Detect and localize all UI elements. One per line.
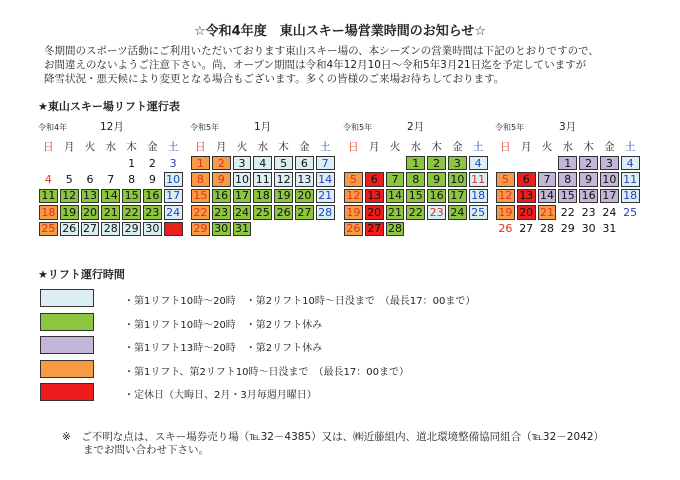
day-cell: 26 xyxy=(274,205,293,219)
day-cell: 8 xyxy=(406,172,425,186)
day-cell: 17 xyxy=(448,189,467,203)
weekday-label: 金 xyxy=(147,140,158,153)
day-cell: 28 xyxy=(539,222,554,236)
month-header xyxy=(38,119,184,137)
day-cell: 28 xyxy=(386,222,405,236)
weekday-label: 火 xyxy=(84,140,96,153)
legend-heading: ★リフト運行時間 xyxy=(38,268,125,281)
empty-cell xyxy=(100,155,121,171)
day-cell: 14 xyxy=(386,189,405,203)
page-title: ☆令和4年度 東山スキー場営業時間のお知らせ☆ xyxy=(194,24,486,39)
day-cell: 13 xyxy=(295,172,314,186)
weekday-label: 水 xyxy=(105,140,117,153)
empty-cell xyxy=(38,155,59,171)
day-cell: 22 xyxy=(191,205,210,219)
weekday-label: 土 xyxy=(167,140,179,153)
weekday-label: 日 xyxy=(195,140,206,153)
weekday-label: 水 xyxy=(410,140,422,153)
weekday-label: 金 xyxy=(299,140,310,153)
day-cell: 26 xyxy=(60,222,79,236)
day-cell: 27 xyxy=(519,222,534,236)
day-cell: 3 xyxy=(169,156,177,170)
day-cell: 25 xyxy=(253,205,272,219)
empty-cell xyxy=(343,155,364,171)
day-cell: 10 xyxy=(600,172,619,186)
day-cell: 20 xyxy=(365,205,384,219)
day-cell: 19 xyxy=(60,205,79,219)
weekday-row xyxy=(343,137,489,155)
weekday-label: 金 xyxy=(452,140,463,153)
day-cell: 20 xyxy=(295,189,314,203)
note-line: ※ ご不明な点は、スキー場券売り場（℡32－4385）又は、㈱近藤組内、道北環境整備協同組合（℡32－2042） xyxy=(62,431,605,443)
day-cell: 24 xyxy=(448,205,467,219)
intro-text xyxy=(44,44,656,86)
weekday-label: 土 xyxy=(319,140,331,153)
day-cell: 17 xyxy=(233,189,252,203)
day-cell: 9 xyxy=(212,172,231,186)
intro-line: お間違えのないようご注意下さい。尚、オープン期間は令和4年12月10日～令和5年3月21日迄を予定していますが xyxy=(44,59,587,71)
day-grid xyxy=(38,155,184,237)
day-cell: 18 xyxy=(253,189,272,203)
day-cell: 6 xyxy=(365,172,384,186)
era-label: 令和5年 xyxy=(495,123,525,132)
day-cell: 22 xyxy=(560,205,575,219)
day-cell: 5 xyxy=(274,156,293,170)
empty-cell xyxy=(59,155,80,171)
day-cell: 9 xyxy=(427,172,446,186)
weekday-row xyxy=(495,137,641,155)
day-cell: 2 xyxy=(212,156,231,170)
month-name: 1月 xyxy=(254,121,272,133)
day-cell: 1 xyxy=(558,156,577,170)
day-cell: 28 xyxy=(316,205,335,219)
day-cell: 21 xyxy=(101,205,120,219)
day-cell: 3 xyxy=(448,156,467,170)
day-cell: 24 xyxy=(233,205,252,219)
legend-item xyxy=(40,336,520,356)
day-cell: 29 xyxy=(191,222,210,236)
intro-line: 冬期間のスポーツ活動にご利用いただいております東山スキー場の、本シーズンの営業時間は下記のとおりですので、 xyxy=(44,45,599,57)
legend-swatch xyxy=(40,313,94,331)
day-cell: 26 xyxy=(498,222,513,236)
weekday-label: 月 xyxy=(215,140,227,153)
day-cell: 18 xyxy=(469,189,488,203)
day-cell: 21 xyxy=(386,205,405,219)
day-cell: 15 xyxy=(191,189,210,203)
day-cell: 4 xyxy=(44,173,52,187)
day-cell: 1 xyxy=(406,156,425,170)
legend-item xyxy=(40,383,520,403)
empty-cell xyxy=(537,155,558,171)
day-cell: 1 xyxy=(191,156,210,170)
day-cell: 25 xyxy=(469,205,488,219)
era-label: 令和4年 xyxy=(38,123,68,132)
legend-text: ・第1リフト13時～20時 ・第2リフト休み xyxy=(124,343,323,354)
weekday-label: 土 xyxy=(472,140,484,153)
day-cell: 7 xyxy=(316,156,335,170)
day-cell: 12 xyxy=(60,189,79,203)
day-cell: 13 xyxy=(365,189,384,203)
day-cell: 5 xyxy=(344,172,363,186)
day-cell: 14 xyxy=(101,189,120,203)
weekday-label: 日 xyxy=(348,140,359,153)
legend-swatch xyxy=(40,336,94,354)
day-cell: 7 xyxy=(107,173,115,187)
month-name: 3月 xyxy=(559,121,577,133)
day-cell: 6 xyxy=(295,156,314,170)
day-grid xyxy=(343,155,489,237)
weekday-row xyxy=(38,137,184,155)
weekday-label: 月 xyxy=(63,140,75,153)
day-grid xyxy=(495,155,641,237)
weekday-label: 日 xyxy=(43,140,54,153)
day-cell: 7 xyxy=(386,172,405,186)
day-cell: 11 xyxy=(621,172,640,186)
note-line: までお問い合わせ下さい。 xyxy=(62,444,209,456)
day-cell: 30 xyxy=(212,222,231,236)
day-cell: 19 xyxy=(496,205,515,219)
day-cell: 23 xyxy=(212,205,231,219)
month-calendar xyxy=(495,119,641,237)
day-cell: 12 xyxy=(496,189,515,203)
weekday-label: 木 xyxy=(583,140,594,153)
day-cell: 17 xyxy=(600,189,619,203)
schedule-heading: ★東山スキー場リフト運行表 xyxy=(38,100,180,113)
legend-item xyxy=(40,360,520,380)
month-calendar xyxy=(190,119,336,237)
day-cell: 8 xyxy=(558,172,577,186)
day-cell: 9 xyxy=(148,173,156,187)
weekday-label: 金 xyxy=(604,140,615,153)
day-cell: 18 xyxy=(39,205,58,219)
weekday-label: 火 xyxy=(541,140,553,153)
day-cell: 14 xyxy=(538,189,557,203)
day-cell: 21 xyxy=(538,205,557,219)
weekday-label: 木 xyxy=(431,140,442,153)
day-cell: 27 xyxy=(365,222,384,236)
day-cell: 26 xyxy=(344,222,363,236)
empty-cell xyxy=(385,155,406,171)
day-cell: 1 xyxy=(128,156,136,170)
day-cell: 22 xyxy=(406,205,425,219)
day-cell: 3 xyxy=(233,156,252,170)
weekday-row xyxy=(190,137,336,155)
weekday-label: 月 xyxy=(520,140,532,153)
day-cell: 10 xyxy=(448,172,467,186)
day-cell: 9 xyxy=(579,172,598,186)
day-cell: 16 xyxy=(427,189,446,203)
day-cell: 11 xyxy=(253,172,272,186)
empty-cell xyxy=(495,155,516,171)
era-label: 令和5年 xyxy=(343,123,373,132)
day-cell: 12 xyxy=(274,172,293,186)
intro-line: 降雪状況・悪天候により変更となる場合もございます。多くの皆様のご来場お待ちしております。 xyxy=(44,73,505,85)
day-cell: 10 xyxy=(233,172,252,186)
day-cell: 14 xyxy=(316,172,335,186)
day-cell: 4 xyxy=(469,156,488,170)
legend-swatch xyxy=(40,289,94,307)
day-cell: 31 xyxy=(233,222,252,236)
day-cell: 16 xyxy=(212,189,231,203)
day-cell: 19 xyxy=(344,205,363,219)
empty-cell xyxy=(516,155,537,171)
day-cell: 8 xyxy=(128,173,136,187)
legend-swatch xyxy=(40,383,94,401)
weekday-label: 水 xyxy=(257,140,269,153)
month-header xyxy=(343,119,489,137)
month-header xyxy=(495,119,641,137)
day-cell: 18 xyxy=(621,189,640,203)
empty-cell xyxy=(80,155,101,171)
day-cell: 6 xyxy=(86,173,94,187)
day-cell: 12 xyxy=(344,189,363,203)
day-cell: 5 xyxy=(496,172,515,186)
day-cell: 2 xyxy=(579,156,598,170)
day-cell: 17 xyxy=(164,189,183,203)
day-cell: 27 xyxy=(81,222,100,236)
day-cell: 23 xyxy=(427,205,446,219)
month-name: 2月 xyxy=(407,121,425,133)
weekday-label: 火 xyxy=(236,140,248,153)
month-calendar xyxy=(38,119,184,237)
day-cell: 20 xyxy=(517,205,536,219)
day-cell: 24 xyxy=(602,205,617,219)
day-cell: 10 xyxy=(164,172,183,186)
day-cell: 16 xyxy=(143,189,162,203)
day-cell: 13 xyxy=(517,189,536,203)
day-cell: 31 xyxy=(602,222,617,236)
legend-swatch xyxy=(40,360,94,378)
weekday-label: 土 xyxy=(624,140,636,153)
empty-cell xyxy=(364,155,385,171)
day-cell: 22 xyxy=(122,205,141,219)
day-cell: 2 xyxy=(427,156,446,170)
era-label: 令和5年 xyxy=(190,123,220,132)
day-cell: 2 xyxy=(148,156,156,170)
day-cell: 15 xyxy=(122,189,141,203)
day-cell: 15 xyxy=(558,189,577,203)
contact-note xyxy=(62,431,604,457)
legend-text: ・定休日（大晦日、2月・3月毎週月曜日） xyxy=(124,390,317,401)
day-cell: 13 xyxy=(81,189,100,203)
day-cell: 8 xyxy=(191,172,210,186)
day-cell: 19 xyxy=(274,189,293,203)
day-cell: 31 xyxy=(164,222,183,236)
day-cell: 11 xyxy=(469,172,488,186)
legend-text: ・第1リフト10時～20時 ・第2リフト休み xyxy=(124,319,323,331)
day-cell: 25 xyxy=(623,205,638,219)
legend-text: ・第1リフト10時～20時 ・第2リフト10時～日没まで （最長17：00まで） xyxy=(124,296,476,307)
day-cell: 30 xyxy=(581,222,596,236)
day-cell: 29 xyxy=(560,222,575,236)
day-cell: 24 xyxy=(164,205,183,219)
legend-text: ・第1リフト、第2リフト10時～日没まで （最長17：00まで） xyxy=(124,366,409,378)
day-grid xyxy=(190,155,336,237)
day-cell: 21 xyxy=(316,189,335,203)
weekday-label: 日 xyxy=(500,140,511,153)
day-cell: 29 xyxy=(122,222,141,236)
day-cell: 20 xyxy=(81,205,100,219)
day-cell: 27 xyxy=(295,205,314,219)
weekday-label: 木 xyxy=(126,140,137,153)
month-calendar xyxy=(343,119,489,237)
legend-item xyxy=(40,313,520,333)
month-name: 12月 xyxy=(100,121,124,133)
day-cell: 25 xyxy=(39,222,58,236)
day-cell: 5 xyxy=(65,173,73,187)
day-cell: 4 xyxy=(253,156,272,170)
day-cell: 23 xyxy=(581,205,596,219)
day-cell: 23 xyxy=(143,205,162,219)
day-cell: 6 xyxy=(517,172,536,186)
day-cell: 30 xyxy=(143,222,162,236)
day-cell: 4 xyxy=(621,156,640,170)
month-header xyxy=(190,119,336,137)
weekday-label: 木 xyxy=(278,140,289,153)
day-cell: 16 xyxy=(579,189,598,203)
day-cell: 28 xyxy=(101,222,120,236)
weekday-label: 火 xyxy=(389,140,401,153)
day-cell: 11 xyxy=(39,189,58,203)
day-cell: 15 xyxy=(406,189,425,203)
weekday-label: 水 xyxy=(562,140,574,153)
weekday-label: 月 xyxy=(368,140,380,153)
day-cell: 3 xyxy=(600,156,619,170)
day-cell: 7 xyxy=(538,172,557,186)
legend-item xyxy=(40,289,520,309)
